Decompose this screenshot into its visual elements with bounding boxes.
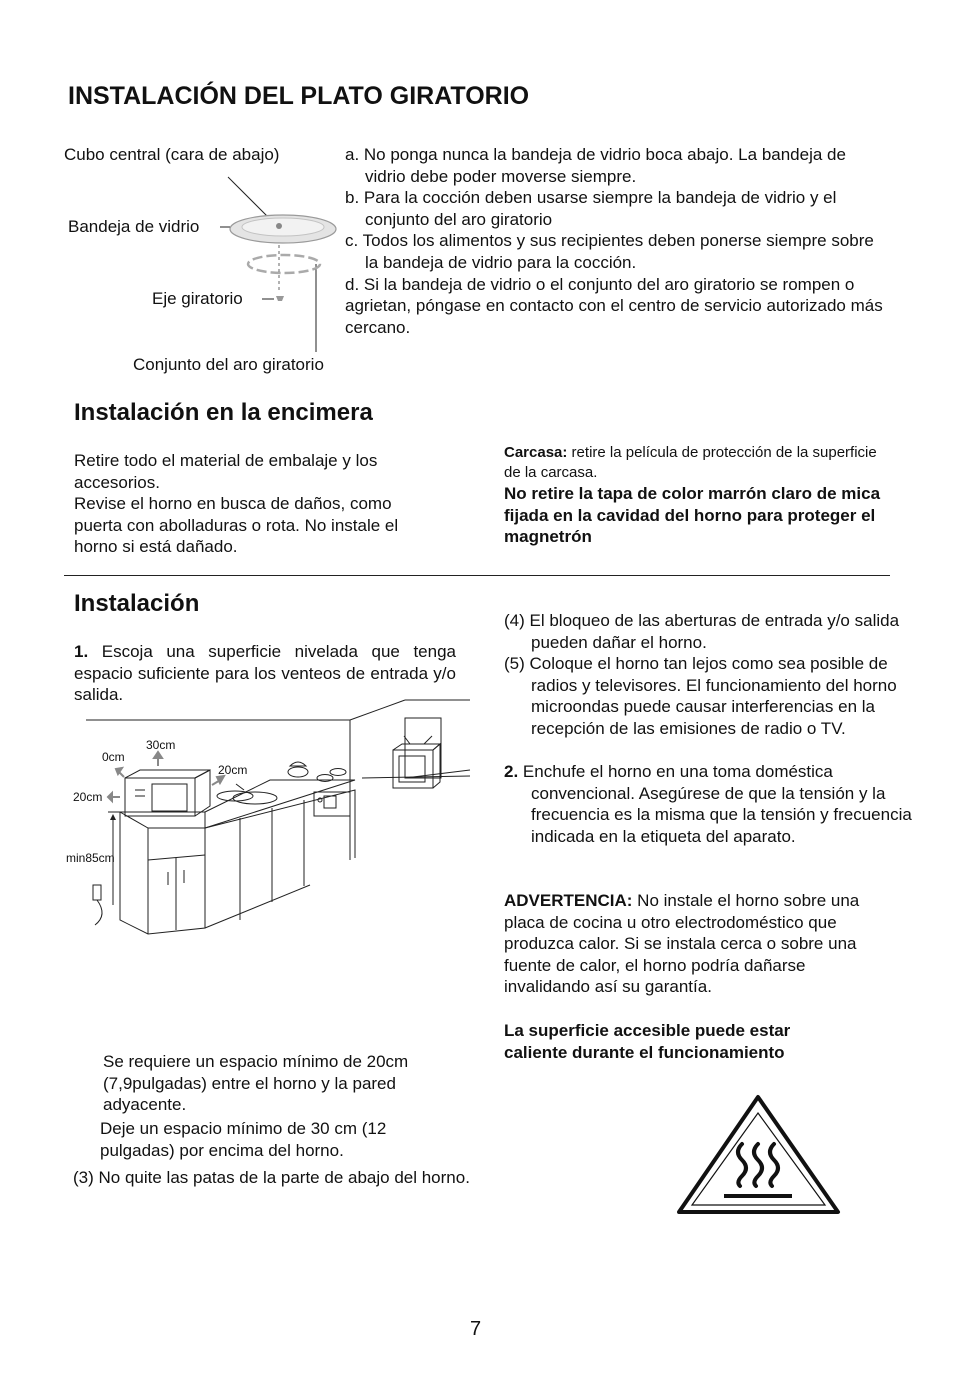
- glass-tray-label: Bandeja de vidrio: [68, 217, 200, 236]
- hot-surface-warning: La superficie accesible puede estar caliente durante el funcionamiento: [504, 1021, 791, 1062]
- left-zero-label: 0cm: [102, 750, 125, 764]
- clearance-side-note: Se requiere un espacio mínimo de 20cm (7,9pulgadas) entre el horno y la pared adyacente.: [103, 1052, 409, 1115]
- clearance-top-note: Deje un espacio mínimo de 30 cm (12 pulgadas) por encima del horno.: [100, 1119, 387, 1160]
- countertop-title: Instalación en la encimera: [74, 399, 373, 426]
- side-clearance-label: 20cm: [73, 790, 103, 804]
- note-c: c. Todos los alimentos y sus recipientes deben ponerse siempre sobre la bandeja de vidrio para la cocción.: [345, 231, 874, 272]
- inspect-instructions: Revise el horno en busca de daños, como puerta con abolladuras o rota. No instale el horno si está dañado.: [74, 494, 399, 557]
- roller-ring-label: Conjunto del aro giratorio: [133, 355, 324, 374]
- page-number: 7: [470, 1318, 482, 1340]
- item-3: (3) No quite las patas de la parte de abajo del horno.: [73, 1168, 470, 1187]
- step2-text: Enchufe el horno en una toma doméstica convencional. Asegúrese de que la tensión y la frecuencia es la misma que la tensión y frecuencia indicada en la etiqueta del aparato.: [518, 762, 912, 846]
- step1-text: Escoja una superficie nivelada que tenga espacio suficiente para los venteos de entrada y/o salida.: [74, 642, 456, 705]
- note-a: a. No ponga nunca la bandeja de vidrio boca abajo. La bandeja de vidrio debe poder moverse siempre.: [345, 145, 846, 186]
- item-5: (5) Coloque el horno tan lejos como sea posible de radios y televisores. El funcionamiento del horno microondas puede causar interferencias en la recepción de las emisiones de radio o TV.: [504, 654, 897, 738]
- unpack-instructions: Retire todo el material de embalaje y los accesorios.: [74, 451, 378, 492]
- mica-warning: No retire la tapa de color marrón claro de mica fijada en la cavidad del horno para proteger el magnetrón: [504, 484, 881, 547]
- top-clearance-label: 30cm: [146, 738, 176, 752]
- shaft-label: Eje giratorio: [152, 289, 243, 308]
- warning-label: ADVERTENCIA:: [504, 891, 633, 910]
- step2-number: 2.: [504, 762, 519, 781]
- note-d: d. Si la bandeja de vidrio o el conjunto del aro giratorio se rompen o agrietan, póngase en contacto con el centro de servicio autorizado más cercano.: [345, 274, 883, 337]
- casing-text: retire la película de protección de la superficie de la carcasa.: [504, 444, 877, 481]
- right-clearance-label: 20cm: [218, 763, 248, 777]
- min-height-label: min85cm: [66, 851, 115, 865]
- hub-label: Cubo central (cara de abajo): [64, 145, 280, 164]
- casing-label: Carcasa:: [504, 444, 568, 461]
- turntable-title: INSTALACIÓN DEL PLATO GIRATORIO: [68, 82, 530, 110]
- note-b: b. Para la cocción deben usarse siempre la bandeja de vidrio y el conjunto del aro giratorio: [345, 188, 837, 229]
- installation-title: Instalación: [74, 590, 200, 617]
- item-4: (4) El bloqueo de las aberturas de entrada y/o salida pueden dañar el horno.: [504, 611, 900, 652]
- step1-number: 1.: [74, 642, 89, 661]
- warning-text: No instale el horno sobre una placa de cocina u otro electrodoméstico que produzca calor. Si se instala cerca o sobre una fuente de calor, el horno podría dañarse invalidando así su garantía.: [504, 891, 860, 997]
